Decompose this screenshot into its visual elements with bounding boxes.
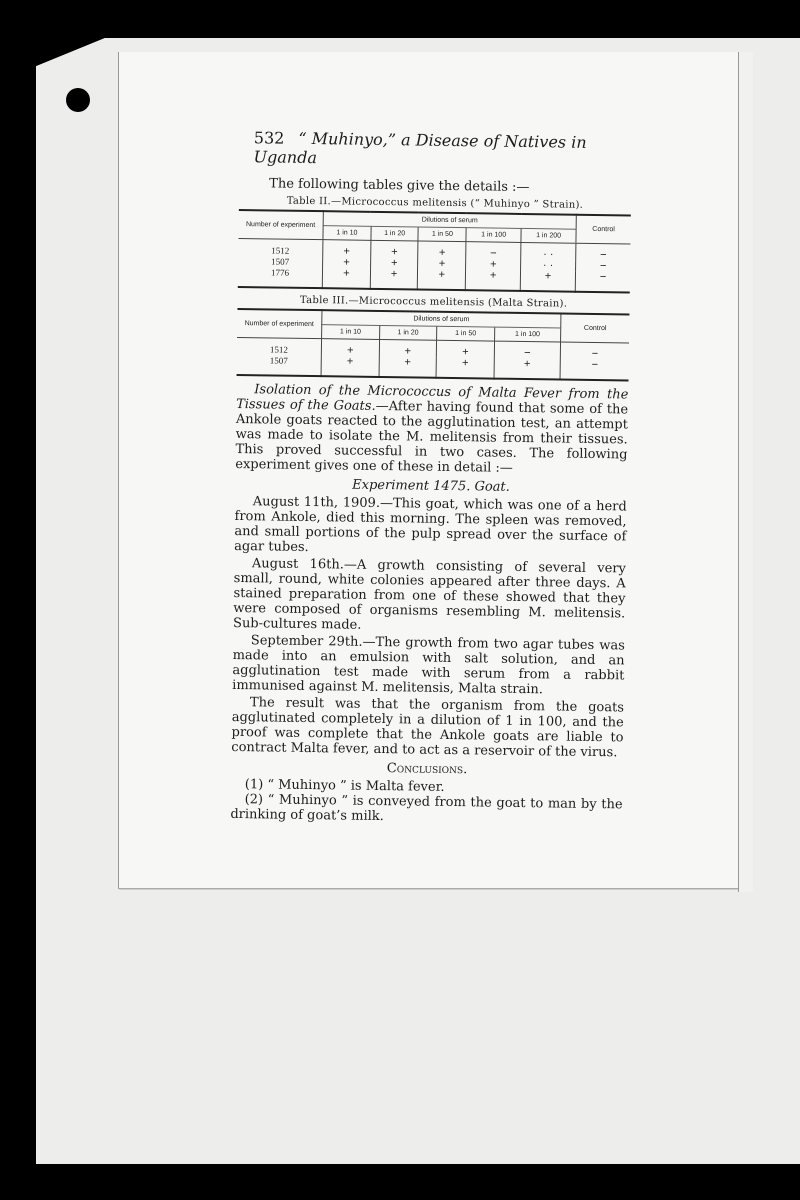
table3-col-control: Control xyxy=(561,313,630,342)
table2-col-experiment: Number of experiment xyxy=(238,210,323,240)
experiment-heading: Experiment 1475. Goat. xyxy=(352,477,510,495)
table2-cell: + xyxy=(323,240,371,258)
table2-dilution-header: 1 in 10 xyxy=(323,226,371,241)
table2-cell: + xyxy=(466,259,521,271)
table2-cell: · · xyxy=(521,260,576,272)
page-edge xyxy=(738,52,753,892)
table2-cell: + xyxy=(465,270,520,291)
table3-cell: + xyxy=(436,340,494,358)
table3-cell: + xyxy=(436,358,494,379)
table-row xyxy=(238,267,630,292)
table2-col-dilutions: Dilutions of serum xyxy=(323,211,576,229)
table3 xyxy=(237,308,630,381)
conclusions-list xyxy=(230,777,623,827)
table2-cell: 1507 xyxy=(238,256,323,268)
page-number: 532 xyxy=(253,128,285,148)
table2-caption: Table II.—Micrococcus melitensis (“ Muhinyo ” Strain). xyxy=(286,195,584,211)
table3-caption: Table III.—Micrococcus melitensis (Malta Strain). xyxy=(299,294,568,310)
table2-dilution-header: 1 in 100 xyxy=(466,228,521,243)
table2-cell: · · xyxy=(521,242,576,260)
page-content xyxy=(230,128,632,827)
table2-dilution-header: 1 in 50 xyxy=(418,227,466,242)
table2-col-control: Control xyxy=(576,215,631,244)
table3-col-experiment: Number of experiment xyxy=(237,309,322,339)
table2-cell: + xyxy=(370,240,418,258)
table2-cell: + xyxy=(322,268,370,289)
table3-cell: 1507 xyxy=(237,355,322,376)
paragraph-aug-11: August 11th, 1909.—This goat, which was one of a herd from Ankole, died this morning. The spleen was removed, and small portions of the pulp spread over the surface of agar tubes. xyxy=(234,494,627,555)
table2-cell: 1512 xyxy=(238,238,323,257)
table2-cell: − xyxy=(599,271,607,284)
table-row xyxy=(237,355,629,380)
table2-cell: + xyxy=(418,259,466,271)
paragraph-result: The result was that the organism from the goats agglutinated completely in a dilution of 1 in 100, and the proof was complete that the Ankole goats are liable to contract Malta fever, and to act as a reservoir of the virus. xyxy=(231,695,625,761)
table2-cell: + xyxy=(520,271,575,292)
table2-cell: 1776 xyxy=(238,267,323,288)
table3-cell: − xyxy=(591,358,599,372)
table2-cell: + xyxy=(418,269,466,290)
table3-cell: 1512 xyxy=(237,337,322,356)
paragraph-sep-29: September 29th.—The growth from two agar tubes was made into an emulsion with salt solution, and an agglutination test made with serum from a rabbit immunised against M. melitensis, Malta strain. xyxy=(232,633,625,698)
isolation-heading: Isolation of the Micrococcus of Malta Fever from the Tissues of the Goats. xyxy=(236,382,629,414)
table2-dilution-header: 1 in 20 xyxy=(371,226,419,241)
table2-cell: + xyxy=(323,257,371,269)
body-text xyxy=(230,382,628,827)
conclusion-item: (1) “ Muhinyo ” is Malta fever. xyxy=(244,777,445,795)
intro-line: The following tables give the details :— xyxy=(269,176,530,196)
table3-dilution-header: 1 in 10 xyxy=(322,325,380,340)
running-title: “ Muhinyo,” a Disease of Natives in Uganda xyxy=(253,128,587,168)
running-head xyxy=(253,128,631,171)
table3-cell: − xyxy=(591,347,599,361)
table3-cell: + xyxy=(494,359,560,380)
isolation-paragraph xyxy=(235,382,628,477)
table2-cell: − xyxy=(466,242,521,260)
table3-cell: − xyxy=(494,341,560,359)
table3-cell: + xyxy=(321,339,379,357)
table3-dilution-header: 1 in 50 xyxy=(437,326,495,341)
table2-cell: − xyxy=(599,260,607,273)
table3-cell: + xyxy=(379,357,437,378)
paragraph-aug-16: August 16th.—A growth consisting of several very small, round, white colonies appeared after three days. A stained preparation from one of these showed that they were composed of organisms resembling M. melitensis. Sub-cultures made. xyxy=(232,556,626,633)
table2-dilution-header: 1 in 200 xyxy=(521,228,576,243)
table3-col-dilutions: Dilutions of serum xyxy=(322,310,561,328)
table3-cell: + xyxy=(321,356,379,377)
table2 xyxy=(238,209,631,293)
conclusions-heading: Conclusions. xyxy=(386,761,468,778)
table2-cell: + xyxy=(418,241,466,259)
conclusion-item: (2) “ Muhinyo ” is conveyed from the goat to man by the drinking of goat’s milk. xyxy=(230,792,623,825)
table3-cell: + xyxy=(379,339,437,357)
table2-cell: + xyxy=(370,258,418,270)
table2-cell: + xyxy=(370,269,418,290)
table3-dilution-header: 1 in 20 xyxy=(379,325,437,340)
table2-cell: − xyxy=(599,249,607,262)
table3-dilution-header: 1 in 100 xyxy=(494,327,560,342)
isolation-body: —After having found that some of the Ankole goats reacted to the agglutination test, an attempt was made to isolate the M. melitensis from their tissues. This proved successful in two cases. The following experiment gives one of these in detail :— xyxy=(235,398,629,476)
punch-hole xyxy=(66,88,90,112)
